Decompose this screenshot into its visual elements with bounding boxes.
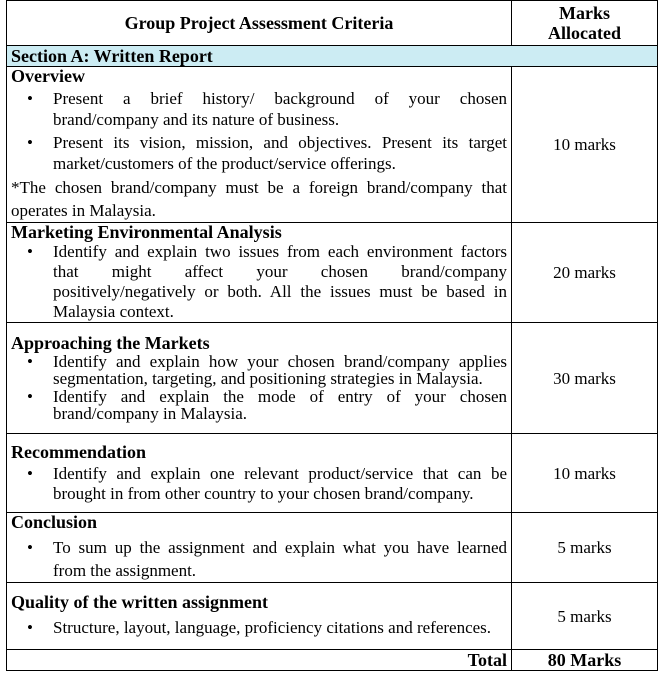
list-item: • Present its vision, mission, and objectives. Present its target market/customers of the product/service offerings. (27, 133, 507, 173)
total-label: Total (7, 650, 512, 671)
criterion-cell (7, 323, 512, 434)
criterion-row-environmental-analysis (7, 223, 658, 323)
total-value: 80 Marks (512, 650, 658, 671)
marks-value: 10 marks (512, 434, 658, 513)
bullet-icon: • (27, 89, 33, 108)
list-item: • Identify and explain how your chosen brand/company applies segmentation, targeting, and positioning strategies in Malaysia. (27, 352, 507, 388)
list-item: • To sum up the assignment and explain what you have learned from the assignment. (27, 538, 507, 580)
criterion-row-quality (7, 583, 658, 650)
criterion-bullets (11, 353, 507, 422)
criterion-bullets (11, 616, 507, 639)
criterion-row-approaching-markets (7, 323, 658, 434)
criterion-cell (7, 513, 512, 583)
marks-value: 5 marks (512, 583, 658, 650)
criterion-title: Overview (11, 66, 85, 86)
marks-value: 10 marks (512, 67, 658, 223)
marks-value: 30 marks (512, 323, 658, 434)
list-item: • Present a brief history/ background of your chosen brand/company and its nature of business. (27, 89, 507, 129)
marks-column-header (512, 1, 658, 46)
list-item: • Identify and explain the mode of entry of your chosen brand/company in Malaysia. (27, 387, 507, 423)
criterion-row-conclusion (7, 513, 658, 583)
marks-header-line2: Allocated (548, 23, 621, 43)
bullet-icon: • (27, 242, 33, 261)
bullet-icon: • (27, 463, 33, 483)
criterion-cell (7, 223, 512, 323)
criterion-cell (7, 434, 512, 513)
list-item: • Identify and explain two issues from each environment factors that might affect your chosen brand/company positively/negatively or both. All the issues must be based in Malaysia context. (27, 242, 507, 321)
marks-value: 5 marks (512, 513, 658, 583)
bullet-icon: • (27, 133, 33, 152)
criterion-row-overview (7, 67, 658, 223)
list-item: • Identify and explain one relevant product/service that can be brought in from other country to your chosen brand/company. (27, 463, 507, 503)
bullet-icon: • (27, 387, 33, 406)
criterion-note: *The chosen brand/company must be a foreign brand/company that operates in Malaysia. (11, 178, 507, 220)
criterion-title: Conclusion (11, 512, 98, 532)
section-a-heading: Section A: Written Report (7, 46, 658, 67)
criterion-bullets (11, 242, 507, 322)
bullet-icon: • (27, 618, 33, 637)
criterion-title: Approaching the Markets (11, 333, 210, 353)
list-item: • Structure, layout, language, proficiency citations and references. (27, 618, 492, 637)
bullet-icon: • (27, 352, 33, 371)
section-row (7, 46, 658, 67)
criterion-row-recommendation (7, 434, 658, 513)
criteria-column-header: Group Project Assessment Criteria (7, 1, 512, 46)
criterion-title: Recommendation (11, 441, 146, 462)
criterion-bullets (11, 464, 507, 504)
criterion-title: Quality of the written assignment (11, 592, 268, 612)
criterion-title: Marketing Environmental Analysis (11, 222, 282, 242)
bullet-icon: • (27, 538, 33, 557)
marks-value: 20 marks (512, 223, 658, 323)
total-row (7, 650, 658, 671)
marks-header-line1: Marks (559, 3, 610, 23)
criterion-bullets (11, 88, 507, 174)
criterion-bullets (11, 536, 507, 582)
assessment-criteria-table (6, 0, 658, 671)
criterion-cell (7, 583, 512, 650)
criterion-cell (7, 67, 512, 223)
header-row (7, 1, 658, 46)
